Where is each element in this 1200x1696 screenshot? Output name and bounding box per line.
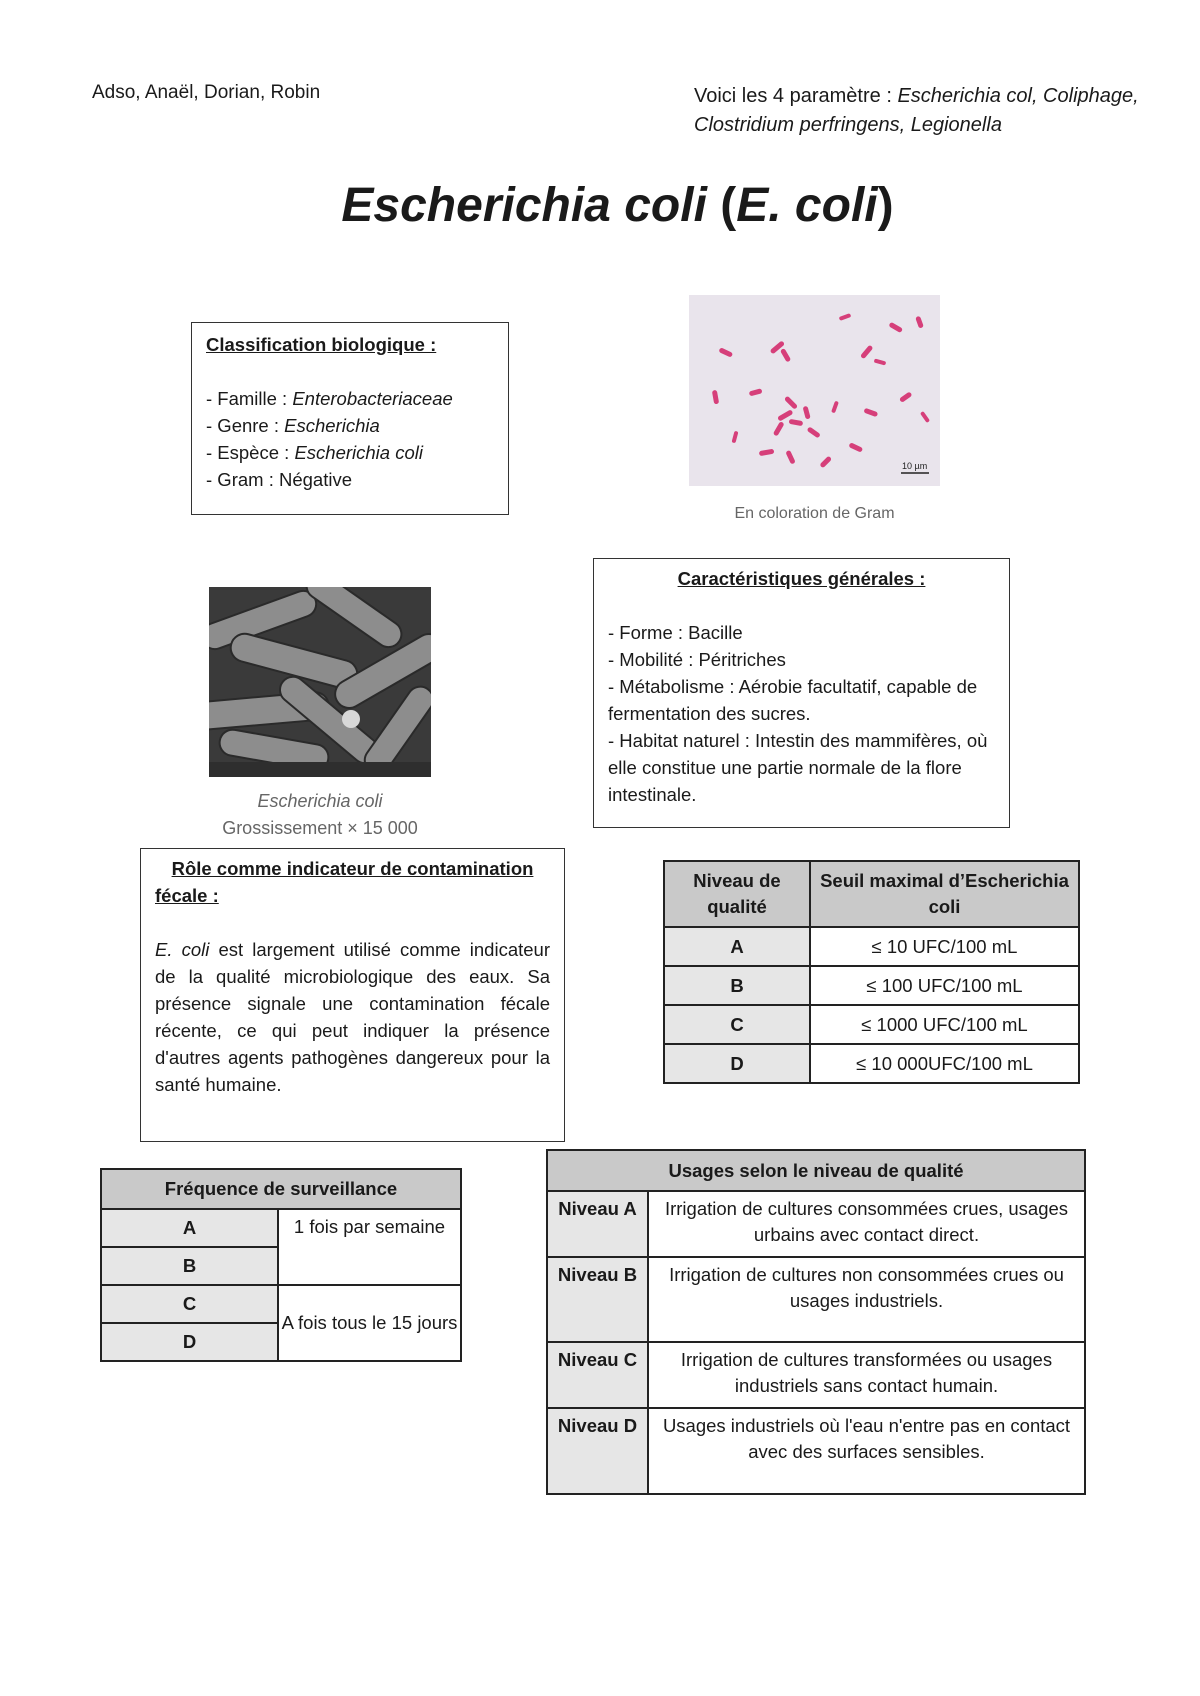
title-main: Escherichia coli xyxy=(341,179,707,232)
table-row: A ≤ 10 UFC/100 mL xyxy=(664,927,1079,966)
parameters-prefix: Voici les 4 paramètre : xyxy=(694,85,898,107)
threshold-col-level: Niveau de qualité xyxy=(664,861,810,927)
characteristic-line: - Mobilité : Péritriches xyxy=(608,649,786,670)
table-row: Niveau A Irrigation de cultures consommées crues, usages urbains avec contact direct. xyxy=(547,1191,1085,1257)
characteristics-heading: Caractéristiques générales : xyxy=(677,568,926,589)
parameters-list: Escherichia col, Coliphage, Clostridium perfringens, Legionella xyxy=(694,85,1139,136)
table-row: A 1 fois par semaine xyxy=(101,1209,461,1247)
role-body: E. coli est largement utilisé comme indicateur de la qualité microbiologique des eaux. Sa présence signale une contamination fécale récente, ce qui peut indiquer la présence d'autres agents pathogènes dangereux pour la santé humaine. xyxy=(155,939,550,1095)
gram-caption: En coloration de Gram xyxy=(734,505,895,522)
table-row: B ≤ 100 UFC/100 mL xyxy=(664,966,1079,1005)
sem-caption-magnification: Grossissement × 15 000 xyxy=(222,818,418,838)
classification-row: - Espèce : Escherichia coli xyxy=(206,442,423,463)
characteristic-line: - Métabolisme : Aérobie facultatif, capable de fermentation des sucres. xyxy=(608,676,978,724)
table-row: D xyxy=(101,1323,461,1361)
role-indicator-box xyxy=(140,848,565,1142)
parameters-note xyxy=(694,82,1184,140)
characteristic-line: - Habitat naturel : Intestin des mammifères, où elle constitue une partie normale de la flore intestinale. xyxy=(608,730,988,805)
frequency-heading: Fréquence de surveillance xyxy=(101,1169,461,1209)
sem-caption-name: Escherichia coli xyxy=(257,791,383,811)
table-row: B xyxy=(101,1247,461,1285)
classification-heading: Classification biologique : xyxy=(206,334,437,355)
title-abbr: E. coli xyxy=(736,179,878,232)
classification-row: - Genre : Escherichia xyxy=(206,415,380,436)
authors: Adso, Anaël, Dorian, Robin xyxy=(92,82,321,103)
usages-heading: Usages selon le niveau de qualité xyxy=(547,1150,1085,1191)
classification-box xyxy=(191,322,509,515)
table-row: C A fois tous le 15 jours xyxy=(101,1285,461,1323)
frequency-table xyxy=(100,1168,462,1362)
table-row: Niveau C Irrigation de cultures transformées ou usages industriels sans contact humain. xyxy=(547,1342,1085,1408)
frequency-ab: 1 fois par semaine xyxy=(278,1209,461,1285)
characteristics-box xyxy=(593,558,1010,828)
role-heading: Rôle comme indicateur de contamination fécale : xyxy=(155,858,534,906)
threshold-col-max: Seuil maximal d’Escherichia coli xyxy=(810,861,1079,927)
sem-caption xyxy=(180,788,460,842)
page-title: Escherichia coli (E. coli) xyxy=(341,179,894,232)
frequency-cd: A fois tous le 15 jours xyxy=(278,1285,461,1361)
table-row: Niveau D Usages industriels où l'eau n'entre pas en contact avec des surfaces sensibles. xyxy=(547,1408,1085,1494)
threshold-table xyxy=(663,860,1080,1084)
classification-row: - Gram : Négative xyxy=(206,469,352,490)
usages-table xyxy=(546,1149,1086,1495)
characteristic-line: - Forme : Bacille xyxy=(608,622,743,643)
classification-row: - Famille : Enterobacteriaceae xyxy=(206,388,453,409)
table-row: C ≤ 1000 UFC/100 mL xyxy=(664,1005,1079,1044)
table-row: Niveau B Irrigation de cultures non consommées crues ou usages industriels. xyxy=(547,1257,1085,1342)
sem-micrograph-image xyxy=(209,587,431,777)
gram-stain-image xyxy=(689,295,940,486)
table-row: D ≤ 10 000UFC/100 mL xyxy=(664,1044,1079,1083)
gram-scale-label: 10 µm xyxy=(902,461,928,471)
